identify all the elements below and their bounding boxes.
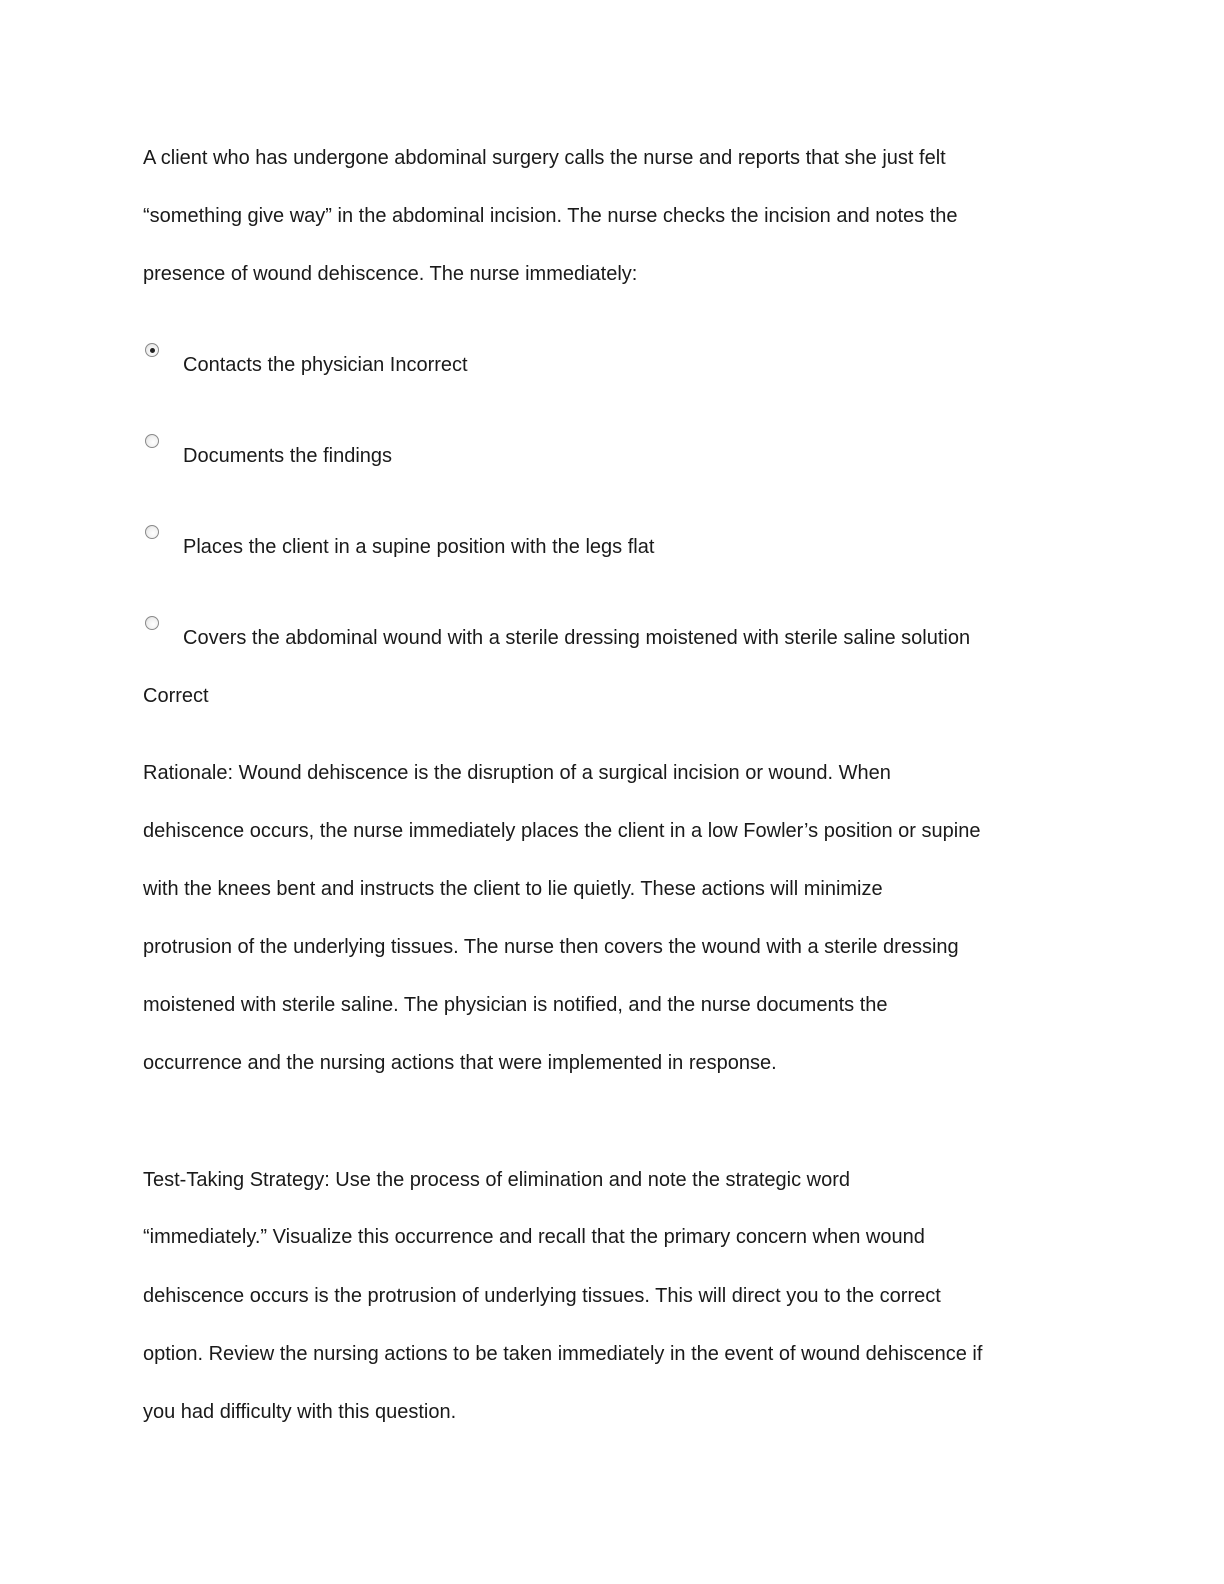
result-text: Correct — [143, 685, 209, 707]
option-label: Contacts the physician Incorrect — [183, 354, 468, 376]
answer-option[interactable] — [145, 525, 1145, 565]
radio-button[interactable] — [145, 525, 159, 539]
option-label: Covers the abdominal wound with a sterile dressing moistened with sterile saline solution — [183, 627, 971, 649]
radio-button-selected[interactable] — [145, 343, 159, 357]
answer-option[interactable] — [145, 434, 1145, 474]
rationale-line: occurrence and the nursing actions that were implemented in response. — [143, 1052, 777, 1074]
answer-option[interactable] — [145, 343, 1145, 383]
rationale-line: moistened with sterile saline. The physician is notified, and the nurse documents the — [143, 994, 888, 1016]
strategy-line: you had difficulty with this question. — [143, 1401, 457, 1423]
rationale-line: dehiscence occurs, the nurse immediately places the client in a low Fowler’s position or supine — [143, 820, 981, 842]
option-label: Documents the findings — [183, 445, 393, 467]
rationale-line: with the knees bent and instructs the client to lie quietly. These actions will minimize — [143, 878, 883, 900]
strategy-line: dehiscence occurs is the protrusion of underlying tissues. This will direct you to the correct — [143, 1285, 941, 1307]
strategy-line: Test-Taking Strategy: Use the process of elimination and note the strategic word — [143, 1169, 851, 1191]
strategy-line: option. Review the nursing actions to be taken immediately in the event of wound dehiscence if — [143, 1343, 983, 1365]
question-line: presence of wound dehiscence. The nurse immediately: — [143, 263, 638, 285]
radio-dot-icon — [150, 348, 155, 353]
radio-button[interactable] — [145, 616, 159, 630]
rationale-line: Rationale: Wound dehiscence is the disruption of a surgical incision or wound. When — [143, 762, 891, 784]
answer-option[interactable] — [145, 616, 1145, 656]
strategy-line: “immediately.” Visualize this occurrence and recall that the primary concern when wound — [143, 1226, 925, 1248]
rationale-line: protrusion of the underlying tissues. The nurse then covers the wound with a sterile dressing — [143, 936, 959, 958]
radio-button[interactable] — [145, 434, 159, 448]
option-label: Places the client in a supine position with the legs flat — [183, 536, 655, 558]
question-line: A client who has undergone abdominal surgery calls the nurse and reports that she just felt — [143, 147, 946, 169]
question-line: “something give way” in the abdominal incision. The nurse checks the incision and notes the — [143, 205, 958, 227]
